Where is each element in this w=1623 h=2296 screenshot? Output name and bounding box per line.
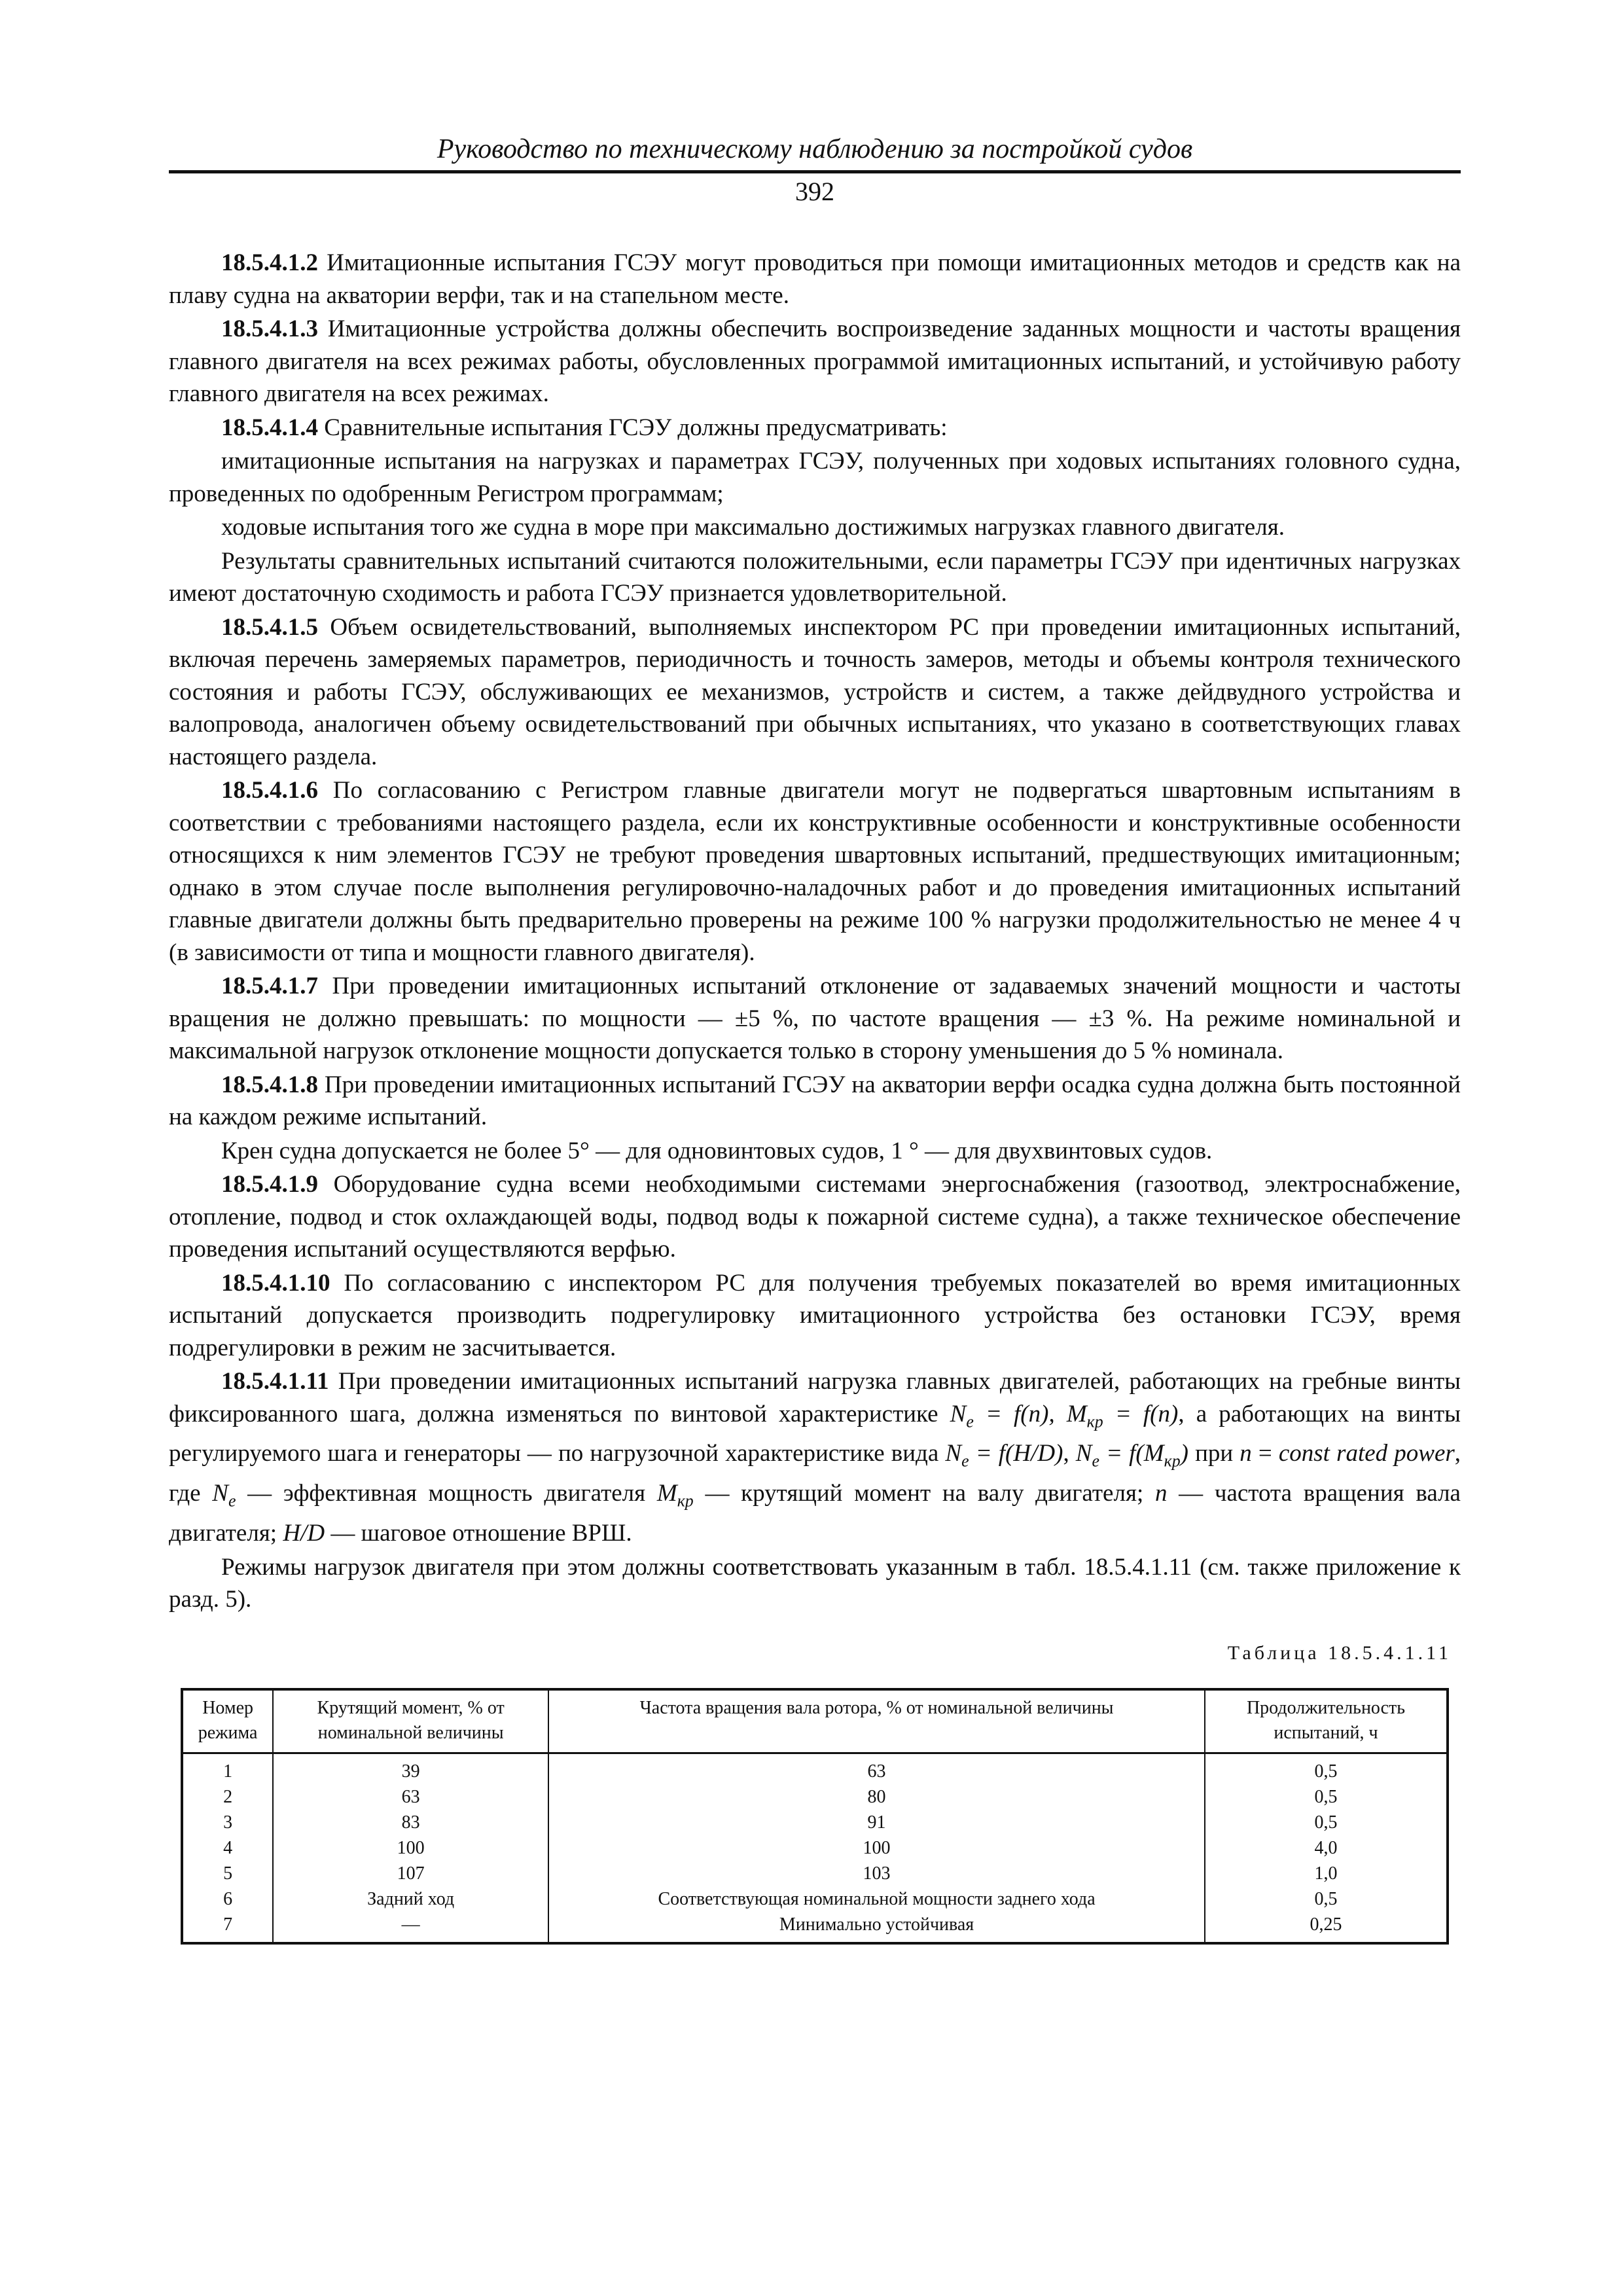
variable: n — [1154, 1480, 1168, 1507]
clause-number: 18.5.4.1.5 — [221, 613, 318, 641]
cell-rotor-speed: 103 — [548, 1861, 1205, 1887]
paragraph-text: Результаты сравнительных испытаний считаются положительными, если параметры ГСЭУ при идентичных нагрузках имеют достаточную сходимость и работа ГСЭУ признается удовлетворительной. — [169, 547, 1461, 607]
cell-duration: 0,5 — [1205, 1753, 1448, 1785]
paragraph-text: Объем освидетельствований, выполняемых инспектором РС при проведении имитационных испытаний, включая перечень замеряемых параметров, периодичность и точность замеров, методы и объемы контроля технического состояния и работы ГСЭУ, обслуживающих ее механизмов, устройств и систем, а также дейдвудного устройства и валопровода, аналогичен объему освидетельствований при обычных испытаниях, что указано в соответствующих главах настоящего раздела. — [169, 613, 1461, 770]
modes-table — [181, 1688, 1449, 1945]
paragraph-text: Имитационные испытания ГСЭУ могут проводиться при помощи имитационных методов и средств как на плаву судна на акватории верфи, так и на стапельном месте. — [169, 249, 1461, 309]
formula: $N_e = f(n)$, $M_{кр} = f(n)$ — [950, 1400, 1179, 1431]
cell-torque: 107 — [273, 1861, 548, 1887]
header-rule — [169, 170, 1461, 173]
clause-number: 18.5.4.1.9 — [221, 1171, 318, 1198]
paragraph — [169, 774, 1461, 969]
formula: $M_{кр}$ — [656, 1480, 694, 1511]
table-row — [182, 1785, 1448, 1810]
cell-duration: 4,0 — [1205, 1836, 1448, 1861]
paragraph — [169, 1168, 1461, 1266]
table-row — [182, 1861, 1448, 1887]
header-torque: Крутящий момент, % от номинальной величины — [273, 1689, 548, 1753]
cell-mode-number: 5 — [182, 1861, 273, 1887]
cell-torque: 100 — [273, 1836, 548, 1861]
table-row — [182, 1836, 1448, 1861]
cell-mode-number: 7 — [182, 1912, 273, 1943]
cell-mode-number: 3 — [182, 1810, 273, 1836]
paragraph — [169, 445, 1461, 510]
header-rotor-speed: Частота вращения вала ротора, % от номинальной величины — [548, 1689, 1205, 1753]
cell-rotor-speed: Соответствующая номинальной мощности заднего хода — [548, 1887, 1205, 1912]
formula: $N_e = f(H/D)$ — [945, 1440, 1063, 1471]
text-run: , а работающих на винты регулируемого шага и генераторы — по нагрузочной характеристике вида — [169, 1400, 1461, 1467]
paragraph-text: По согласованию с Регистром главные двигатели могут не подвергаться швартовным испытаниям в соответствии с требованиями настоящего раздела, если их конструктивные особенности и конструктивные особенности относящихся к ним элементов ГСЭУ не требуют проведения швартовных испытаний, предшествующих имитационным; однако в этом случае после выполнения регулировочно-наладочных работ и до проведения имитационных испытаний главные двигатели должны быть предварительно проверены на режиме 100 % нагрузки продолжительностью не менее 4 ч (в зависимости от типа и мощности главного двигателя). — [169, 777, 1461, 966]
variable: H/D — [283, 1520, 325, 1547]
table-row — [182, 1810, 1448, 1836]
paragraph — [169, 545, 1461, 610]
paragraph — [169, 1267, 1461, 1365]
clause-number: 18.5.4.1.3 — [221, 315, 318, 342]
table-row — [182, 1887, 1448, 1912]
paragraph-text: Сравнительные испытания ГСЭУ должны предусматривать: — [324, 414, 948, 441]
variable: n — [1240, 1440, 1252, 1467]
cell-mode-number: 2 — [182, 1785, 273, 1810]
paragraph — [169, 970, 1461, 1067]
formula: $N_e$ — [212, 1480, 236, 1511]
document-page — [169, 131, 1461, 1945]
clause-number: 18.5.4.1.11 — [221, 1368, 329, 1395]
cell-rotor-speed: 80 — [548, 1785, 1205, 1810]
cell-rotor-speed: 91 — [548, 1810, 1205, 1836]
text-run: При проведении имитационных испытаний нагрузка главных двигателей, работающих на гребные винты фиксированного шага, должна изменяться по винтовой характеристике — [169, 1368, 1461, 1427]
clause-number: 18.5.4.1.10 — [221, 1269, 330, 1297]
cell-torque: — — [273, 1912, 548, 1943]
cell-mode-number: 1 — [182, 1753, 273, 1785]
formula: $N_e = f(M_{кр})$ — [1075, 1440, 1188, 1471]
clause-number: 18.5.4.1.7 — [221, 973, 318, 999]
clause-number: 18.5.4.1.8 — [221, 1071, 318, 1098]
cell-mode-number: 6 — [182, 1887, 273, 1912]
paragraph-text: Крен судна допускается не более 5° — для одновинтовых судов, 1 ° — для двухвинтовых судов. — [221, 1137, 1213, 1164]
paragraph — [169, 412, 1461, 444]
paragraph-text: Оборудование судна всеми необходимыми системами энергоснабжения (газоотвод, электроснабжение, отопление, подвод и сток охлаждающей воды, подвод воды к пожарной системе судна), а также техническое обеспечение проведения испытаний осуществляются верфью. — [169, 1171, 1461, 1263]
paragraph — [169, 1069, 1461, 1134]
paragraph — [169, 247, 1461, 312]
cell-duration: 0,25 — [1205, 1912, 1448, 1943]
cell-torque: 63 — [273, 1785, 548, 1810]
cell-torque: Задний ход — [273, 1887, 548, 1912]
clause-number: 18.5.4.1.6 — [221, 777, 318, 804]
table-header-row — [182, 1689, 1448, 1753]
table-body — [182, 1753, 1448, 1943]
cell-rotor-speed: Минимально устойчивая — [548, 1912, 1205, 1943]
cell-duration: 1,0 — [1205, 1861, 1448, 1887]
paragraph-text: Имитационные устройства должны обеспечить воспроизведение заданных мощности и частоты вращения главного двигателя на всех режимах работы, обусловленных программой имитационных испытаний, и устойчивую работу главного двигателя на всех режимах. — [169, 315, 1461, 407]
cell-mode-number: 4 — [182, 1836, 273, 1861]
paragraph — [169, 1135, 1461, 1168]
paragraph-text: ходовые испытания того же судна в море при максимально достижимых нагрузках главного двигателя. — [221, 514, 1285, 541]
paragraph — [169, 511, 1461, 544]
header-mode-number: Номер режима — [182, 1689, 273, 1753]
variable: const rated power — [1278, 1440, 1455, 1467]
cell-rotor-speed: 63 — [548, 1753, 1205, 1785]
paragraph-text: При проведении имитационных испытаний ГСЭУ на акватории верфи осадка судна должна быть постоянной на каждом режиме испытаний. — [169, 1071, 1461, 1130]
cell-duration: 0,5 — [1205, 1785, 1448, 1810]
page-number: 392 — [795, 177, 834, 206]
paragraph-18-5-4-1-11: 18.5.4.1.11 При проведении имитационных испытаний нагрузка главных двигателей, работающих на гребные винты фиксированного шага, должна изменяться по винтовой характеристике $N_e = f(n)$, $M_{кр} = f(n)$, а работающих на винты регулируемого шага и генераторы — по нагрузочной характеристике вида $N_e = f(H/D)$, $N_e = f(M_{кр})$ при n = const rated power, где $N_e$ — эффективная мощность двигателя $M_{кр}$ — крутящий момент на валу двигателя; n — частота вращения вала двигателя; H/D — шаговое отношение ВРШ. — [169, 1368, 1461, 1547]
paragraph-text: имитационные испытания на нагрузках и параметрах ГСЭУ, полученных при ходовых испытаниях головного судна, проведенных по одобренным Регистром программам; — [169, 448, 1461, 507]
paragraph — [169, 313, 1461, 410]
cell-torque: 39 — [273, 1753, 548, 1785]
header-duration: Продолжительность испытаний, ч — [1205, 1689, 1448, 1753]
closing-paragraph: Режимы нагрузок двигателя при этом должны соответствовать указанным в табл. 18.5.4.1.11 (см. также приложение к разд. 5). — [169, 1553, 1461, 1613]
table-caption: Таблица 18.5.4.1.11 — [1227, 1641, 1452, 1664]
cell-duration: 0,5 — [1205, 1887, 1448, 1912]
paragraph-list — [169, 247, 1461, 1364]
paragraph — [169, 611, 1461, 774]
table-row — [182, 1912, 1448, 1943]
cell-rotor-speed: 100 — [548, 1836, 1205, 1861]
cell-torque: 83 — [273, 1810, 548, 1836]
paragraph-text: При проведении имитационных испытаний отклонение от задаваемых значений мощности и частоты вращения не должно превышать: по мощности — ±5 %, по частоте вращения — ±3 %. На режиме номинальной и максимальной нагрузок отклонение мощности допускается только в сторону уменьшения до 5 % номинала. — [169, 973, 1461, 1064]
table-row — [182, 1753, 1448, 1785]
body-text — [169, 247, 1461, 1616]
clause-number: 18.5.4.1.2 — [221, 249, 318, 276]
paragraph-text: По согласованию с инспектором РС для получения требуемых показателей во время имитационных испытаний допускается производить подрегулировку имитационного устройства без остановки ГСЭУ, время подрегулировки в режим не засчитывается. — [169, 1269, 1461, 1361]
running-title: Руководство по техническому наблюдению за постройкой судов — [437, 134, 1193, 164]
cell-duration: 0,5 — [1205, 1810, 1448, 1836]
clause-number: 18.5.4.1.4 — [221, 414, 318, 441]
